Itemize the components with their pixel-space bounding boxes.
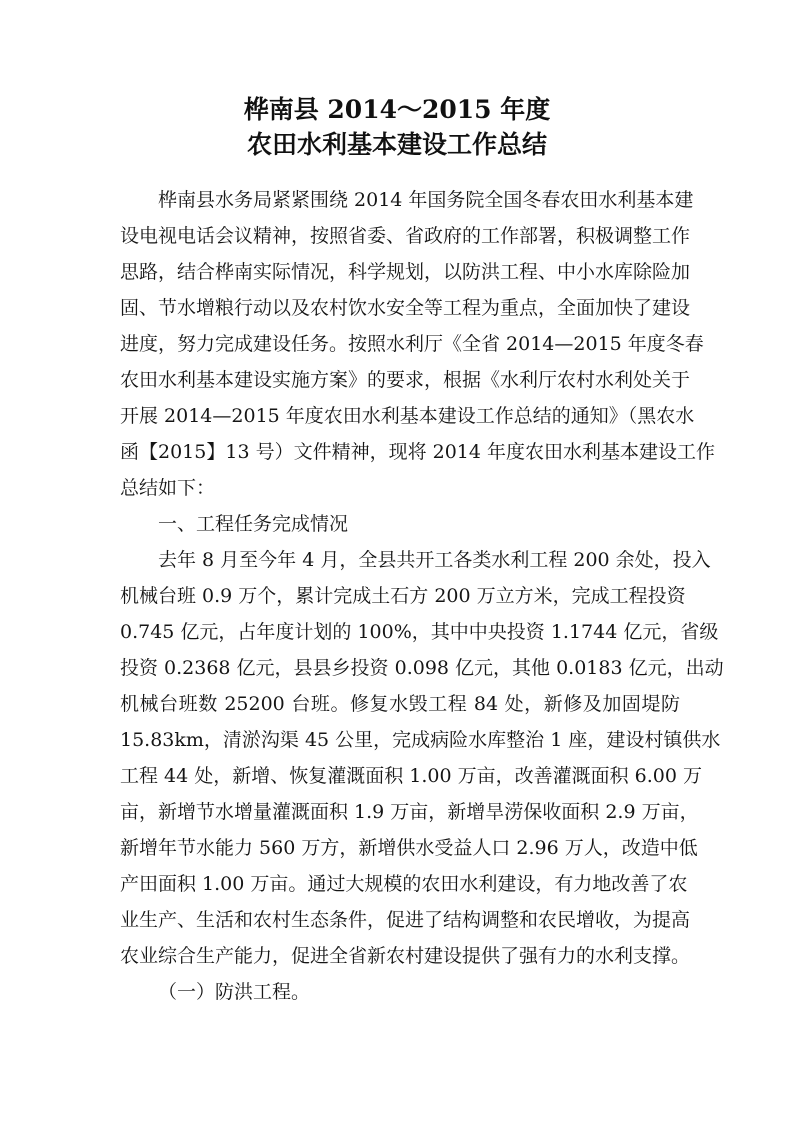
body-line: 投资 0.2368 亿元，县县乡投资 0.098 亿元，其他 0.0183 亿元，出动 [120, 657, 724, 679]
subsection-heading: （一）防洪工程。 [158, 981, 311, 1003]
body-line: 开展 2014—2015 年度农田水利基本建设工作总结的通知》（黑农水 [120, 405, 695, 427]
body-line: 工程 44 处，新增、恢复灌溉面积 1.00 万亩，改善灌溉面积 6.00 万 [120, 765, 703, 787]
body-line: 农田水利基本建设实施方案》的要求，根据《水利厅农村水利处关于 [120, 369, 691, 391]
body-line: 桦南县水务局紧紧围绕 2014 年国务院全国冬春农田水利基本建 [158, 189, 694, 211]
body-line: 去年 8 月至今年 4 月，全县共开工各类水利工程 200 余处，投入 [158, 549, 711, 571]
body-line: 固、节水增粮行动以及农村饮水安全等工程为重点，全面加快了建设 [120, 297, 691, 319]
document-title-line-2: 农田水利基本建设工作总结 [246, 130, 547, 159]
body-line: 思路，结合桦南实际情况，科学规划，以防洪工程、中小水库除险加 [120, 261, 691, 283]
body-line: 新增年节水能力 560 万方，新增供水受益人口 2.96 万人，改造中低 [120, 837, 698, 859]
body-line: 函【2015】13 号）文件精神，现将 2014 年度农田水利基本建设工作 [120, 441, 716, 463]
body-line: 总结如下： [120, 477, 216, 499]
body-line: 15.83km，清淤沟渠 45 公里，完成病险水库整治 1 座，建设村镇供水 [120, 729, 721, 751]
body-line: 设电视电话会议精神，按照省委、省政府的工作部署，积极调整工作 [120, 225, 691, 247]
body-line: 机械台班 0.9 万个，累计完成土石方 200 万立方米，完成工程投资 [120, 585, 686, 607]
body-line: 亩，新增节水增量灌溉面积 1.9 万亩，新增旱涝保收面积 2.9 万亩， [120, 801, 699, 823]
body-line: 0.745 亿元，占年度计划的 100%，其中中央投资 1.1744 亿元，省级 [120, 621, 719, 643]
body-line: 进度，努力完成建设任务。按照水利厅《全省 2014—2015 年度冬春 [120, 333, 704, 355]
section-heading: 一、工程任务完成情况 [158, 513, 349, 535]
document-title-line-1: 桦南县 2014～2015 年度 [243, 95, 551, 124]
body-line: 机械台班数 25200 台班。修复水毁工程 84 处，新修及加固堤防 [120, 693, 680, 715]
body-line: 产田面积 1.00 万亩。通过大规模的农田水利建设，有力地改善了农 [120, 873, 688, 895]
body-line: 农业综合生产能力，促进全省新农村建设提供了强有力的水利支撑。 [120, 945, 691, 967]
body-line: 业生产、生活和农村生态条件，促进了结构调整和农民增收，为提高 [120, 909, 691, 931]
